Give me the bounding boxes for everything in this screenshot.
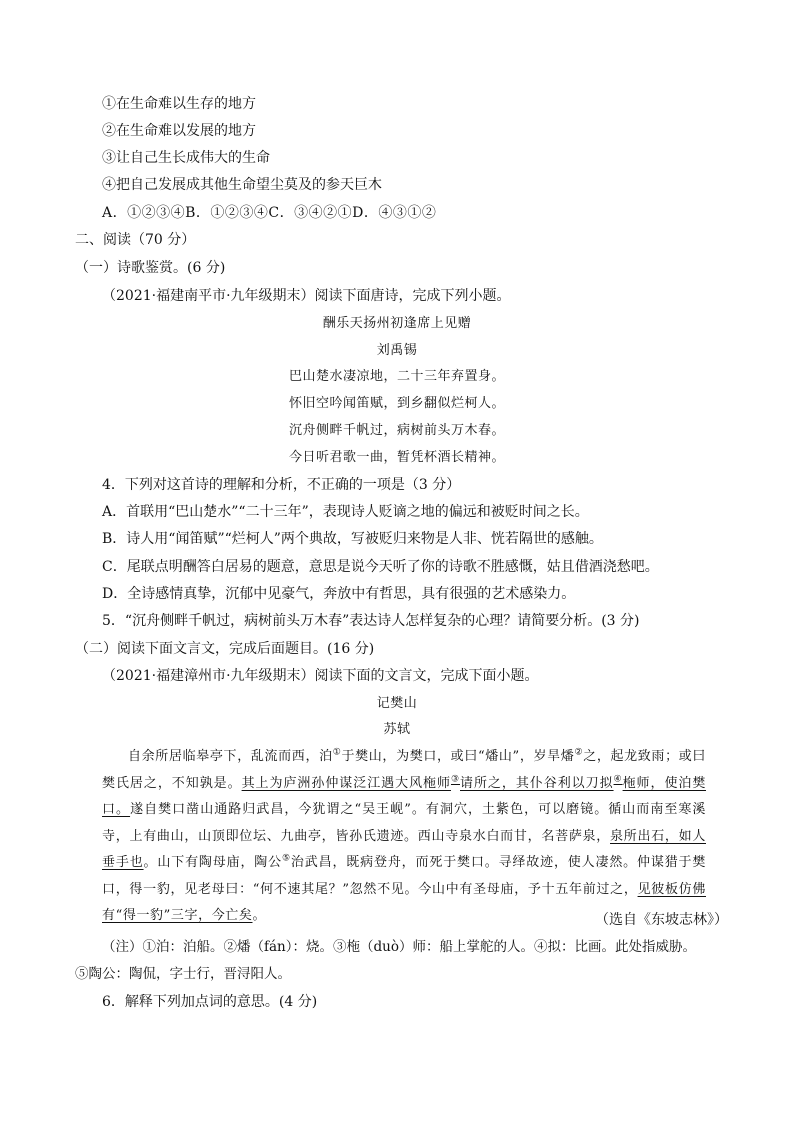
notes-line-1: （注）①泊：泊船。②燔（fán）：烧。③柂（duò）师：船上掌舵的人。④拟：比画。此处指威胁。: [102, 939, 696, 955]
question-4-option-d: D．全诗感情真挚，沉郁中见豪气，奔放中有哲思，具有很强的艺术感染力。: [102, 586, 576, 602]
option-3: ③让自己生长成伟大的生命: [102, 150, 270, 166]
prose-text: 遂自樊口凿山通路归武昌，今犹谓之“吴王岘”。有洞穴，土紫色，可以磨镜。循山而南至寒溪寺，上有曲山，山顶即位坛、九曲亭，皆孙氏遗迹。西山寺泉水白而甘，名菩萨泉，: [102, 802, 707, 844]
classical-prose-passage: [102, 744, 706, 930]
part1-intro: （2021·福建南平市·九年级期末）阅读下面唐诗，完成下列小题。: [102, 288, 511, 304]
poem-line-3: 沉舟侧畔千帆过，病树前头万木春。: [288, 423, 505, 438]
answer-choices: A．①②③④B．①②③④C．③④②①D．④③①②: [102, 205, 437, 221]
poem-author: 刘禹锡: [376, 343, 418, 358]
underlined-sentence-3: 见彼板仿佛有“得一豹”三字，今亡矣: [102, 881, 706, 923]
prose-text: 治武昌，既病登舟，而死于樊口。寻绎故迹，使人凄然。仲谋猎于樊口，得一豹，见老母曰：“何不速其尾？”忽然不见。今山中有圣母庙，予十五年前过之，: [102, 855, 706, 897]
prose-title: 记樊山: [376, 696, 418, 711]
footnote-mark: ④: [613, 774, 623, 785]
question-4: 4．下列对这首诗的理解和分析，不正确的一项是（3 分）: [102, 477, 461, 493]
source-citation: （选自《东坡志林》）: [595, 912, 728, 928]
question-4-option-b: B．诗人用“闻笛赋”“烂柯人”两个典故，写被贬归来物是人非、恍若隔世的感触。: [102, 531, 603, 547]
section-heading: 二、阅读（70 分）: [75, 232, 196, 248]
poem-line-2: 怀旧空吟闻笛赋，到乡翻似烂柯人。: [288, 396, 505, 411]
underlined-sentence-2: 泉所出石，如人垂手也: [102, 828, 706, 870]
option-4: ④把自己发展成其他生命望尘莫及的参天巨木: [102, 177, 382, 193]
poem-line-4: 今日听君歌一曲，暂凭杯酒长精神。: [288, 450, 505, 465]
question-4-option-a: A．首联用“巴山楚水”“二十三年”，表现诗人贬谪之地的偏远和被贬时间之长。: [102, 504, 589, 520]
prose-paragraph: [102, 744, 706, 930]
prose-text: 之，起龙致雨；或曰樊氏居之，不知孰是。: [102, 749, 706, 791]
prose-text: 。: [252, 908, 267, 923]
option-1: ①在生命难以生存的地方: [102, 96, 256, 112]
footnote-mark: ②: [574, 747, 584, 758]
poem-line-1: 巴山楚水凄凉地，二十三年弃置身。: [288, 369, 505, 384]
prose-author: 苏轼: [383, 722, 411, 737]
underlined-sentence-1: 其上为庐洲孙仲谋泛江遇大风柂师: [241, 775, 451, 791]
footnote-mark: ①: [332, 747, 342, 758]
option-2: ②在生命难以发展的地方: [102, 123, 256, 139]
poem-title: 酬乐天扬州初逢席上见赠: [322, 316, 472, 331]
footnote-mark: ③: [450, 774, 460, 785]
prose-text: 。山下有陶母庙，陶公: [143, 855, 282, 870]
part2-intro: （2021·福建漳州市·九年级期末）阅读下面的文言文，完成下面小题。: [102, 668, 539, 684]
footnote-mark: ⑤: [282, 853, 291, 864]
part1-heading: （一）诗歌鉴赏。(6 分): [75, 260, 226, 276]
question-4-option-c: C．尾联点明酬答白居易的题意，意思是说今天听了你的诗歌不胜感慨，姑且借酒浇愁吧。: [102, 559, 659, 575]
underlined-sentence-1-cont: 请所之，其仆谷利以刀拟: [460, 775, 614, 791]
notes-line-2: ⑤陶公：陶侃，字士行，晋浔阳人。: [75, 966, 291, 982]
underlined-sentence-1-end: 柂师，使泊樊口。: [102, 775, 706, 817]
part2-heading: （二）阅读下面文言文，完成后面题目。(16 分): [75, 641, 375, 657]
question-6: 6．解释下列加点词的意思。(4 分): [102, 994, 318, 1010]
prose-text: 于樊山，为樊口，或曰“燔山”，岁旱燔: [341, 749, 575, 764]
question-5: 5．“沉舟侧畔千帆过，病树前头万木春”表达诗人怎样复杂的心理？请简要分析。(3 分): [102, 613, 640, 629]
prose-text: 自余所居临皋亭下，乱流而西，泊: [128, 749, 333, 764]
